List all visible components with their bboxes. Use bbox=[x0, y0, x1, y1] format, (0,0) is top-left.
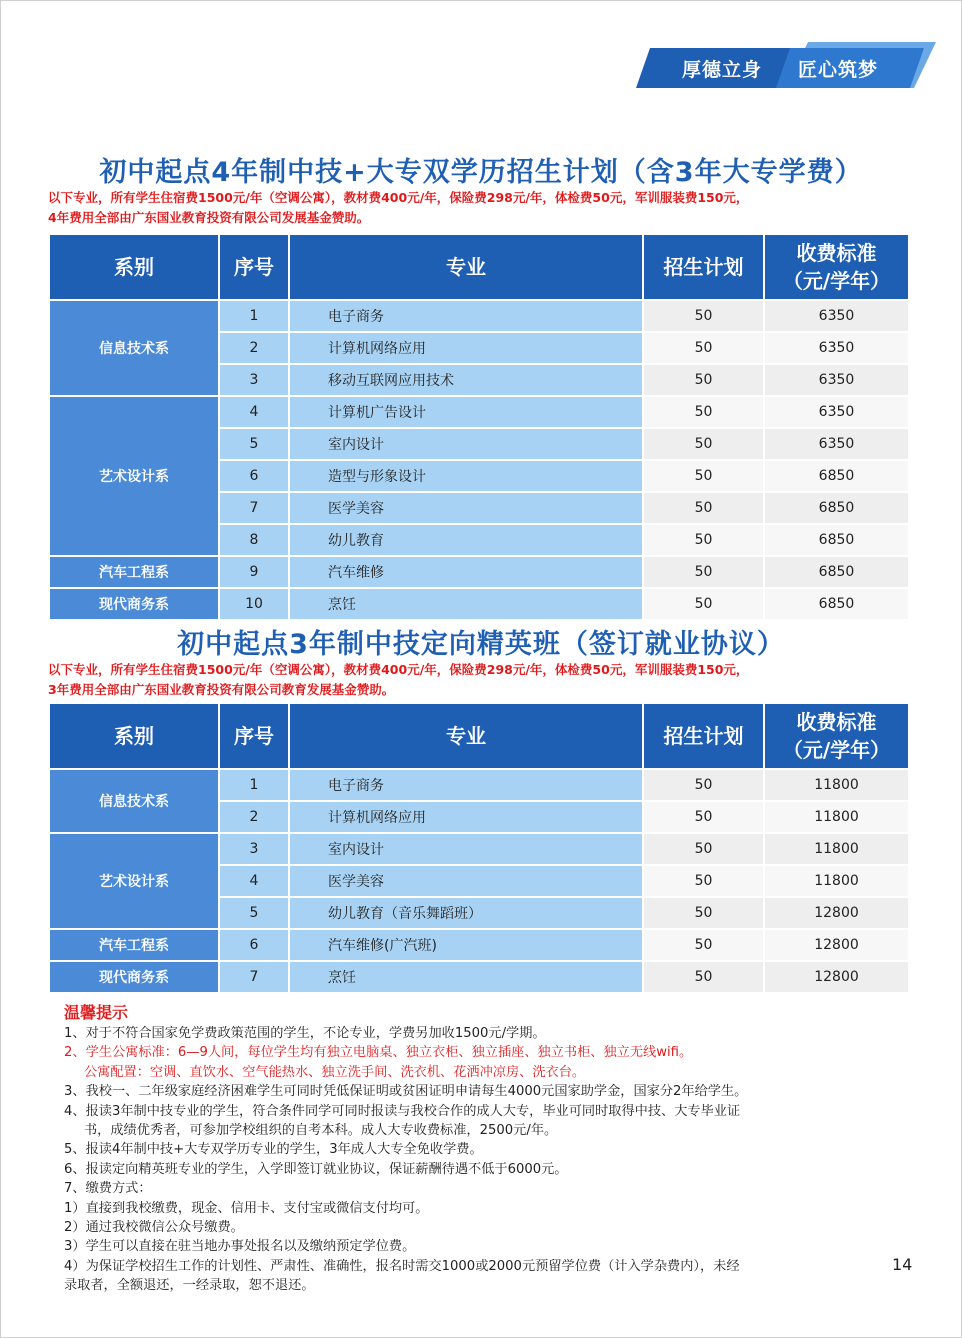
plan-cell: 50 bbox=[643, 364, 764, 396]
tip-item: 6、报读定向精英班专业的学生，入学即签订就业协议，保证薪酬待遇不低于6000元。 bbox=[64, 1161, 568, 1177]
section2-note-line: 以下专业，所有学生住宿费1500元/年（空调公寓），教材费400元/年，保险费298元/年，体检费50元，军训服装费150元， bbox=[48, 662, 749, 677]
table-row bbox=[49, 769, 909, 801]
seq-cell: 10 bbox=[219, 588, 289, 620]
plan-cell: 50 bbox=[643, 396, 764, 428]
table-row bbox=[49, 300, 909, 332]
tips-section bbox=[64, 1002, 914, 1296]
fee-cell: 6350 bbox=[764, 428, 909, 460]
section2-table bbox=[48, 702, 910, 994]
tip-item: 录取者，全额退还，一经录取，恕不退还。 bbox=[64, 1278, 315, 1294]
major-cell: 电子商务 bbox=[289, 300, 643, 332]
fee-cell: 6850 bbox=[764, 556, 909, 588]
section1-note-line: 4年费用全部由广东国业教育投资有限公司发展基金赞助。 bbox=[48, 210, 370, 225]
header-dept: 系别 bbox=[49, 234, 219, 300]
plan-cell: 50 bbox=[643, 588, 764, 620]
section1-table bbox=[48, 233, 910, 621]
fee-cell: 11800 bbox=[764, 801, 909, 833]
header-plan: 招生计划 bbox=[643, 703, 764, 769]
plan-cell: 50 bbox=[643, 961, 764, 993]
seq-cell: 9 bbox=[219, 556, 289, 588]
table-row bbox=[49, 396, 909, 428]
seq-cell: 7 bbox=[219, 492, 289, 524]
plan-cell: 50 bbox=[643, 524, 764, 556]
header-major: 专业 bbox=[289, 703, 643, 769]
header-plan: 招生计划 bbox=[643, 234, 764, 300]
section2-title: 初中起点3年制中技定向精英班（签订就业协议） bbox=[177, 629, 785, 660]
major-cell: 计算机广告设计 bbox=[289, 396, 643, 428]
header-seq: 序号 bbox=[219, 234, 289, 300]
page-number: 14 bbox=[892, 1255, 913, 1274]
fee-cell: 6850 bbox=[764, 588, 909, 620]
major-cell: 室内设计 bbox=[289, 833, 643, 865]
fee-cell: 6850 bbox=[764, 460, 909, 492]
fee-cell: 12800 bbox=[764, 897, 909, 929]
seq-cell: 6 bbox=[219, 460, 289, 492]
tips-title: 温馨提示 bbox=[64, 1003, 129, 1022]
department-cell: 汽车工程系 bbox=[49, 556, 219, 588]
major-cell: 幼儿教育（音乐舞蹈班） bbox=[289, 897, 643, 929]
department-cell: 汽车工程系 bbox=[49, 929, 219, 961]
section2-table-body bbox=[49, 769, 909, 993]
seq-cell: 3 bbox=[219, 364, 289, 396]
tip-item: 书，成绩优秀者，可参加学校组织的自考本科。成人大专收费标准，2500元/年。 bbox=[84, 1123, 558, 1139]
seq-cell: 1 bbox=[219, 300, 289, 332]
table-row bbox=[49, 588, 909, 620]
fee-cell: 11800 bbox=[764, 865, 909, 897]
seq-cell: 3 bbox=[219, 833, 289, 865]
fee-cell: 12800 bbox=[764, 929, 909, 961]
seq-cell: 1 bbox=[219, 769, 289, 801]
tip-item: 5、报读4年制中技+大专双学历专业的学生，3年成人大专全免收学费。 bbox=[64, 1142, 483, 1158]
table-row bbox=[49, 833, 909, 865]
major-cell: 烹饪 bbox=[289, 961, 643, 993]
seq-cell: 5 bbox=[219, 897, 289, 929]
fee-cell: 6350 bbox=[764, 364, 909, 396]
slogan-banner bbox=[636, 42, 936, 88]
tip-item: 7、缴费方式： bbox=[64, 1181, 152, 1197]
table-row bbox=[49, 929, 909, 961]
seq-cell: 4 bbox=[219, 396, 289, 428]
fee-cell: 6850 bbox=[764, 524, 909, 556]
tip-item: 4、报读3年制中技专业的学生，符合条件同学可同时报读与我校合作的成人大专，毕业可同时取得中技、大专毕业证 bbox=[64, 1103, 741, 1119]
slogan-text-2: 匠心筑梦 bbox=[798, 59, 879, 81]
plan-cell: 50 bbox=[643, 769, 764, 801]
tip-item: 1、对于不符合国家免学费政策范围的学生，不论专业，学费另加收1500元/学期。 bbox=[64, 1026, 546, 1041]
plan-cell: 50 bbox=[643, 428, 764, 460]
seq-cell: 7 bbox=[219, 961, 289, 993]
slogan-text-1: 厚德立身 bbox=[682, 59, 763, 81]
seq-cell: 2 bbox=[219, 801, 289, 833]
fee-cell: 11800 bbox=[764, 833, 909, 865]
section1-note bbox=[48, 188, 928, 228]
tip-item: 2、学生公寓标准：6—9人间，每位学生均有独立电脑桌、独立衣柜、独立插座、独立书柜、独立无线wifi。 bbox=[64, 1045, 693, 1061]
major-cell: 医学美容 bbox=[289, 492, 643, 524]
plan-cell: 50 bbox=[643, 556, 764, 588]
department-cell: 现代商务系 bbox=[49, 588, 219, 620]
major-cell: 室内设计 bbox=[289, 428, 643, 460]
plan-cell: 50 bbox=[643, 300, 764, 332]
plan-cell: 50 bbox=[643, 460, 764, 492]
section1-note-line: 以下专业，所有学生住宿费1500元/年（空调公寓），教材费400元/年，保险费298元/年，体检费50元，军训服装费150元， bbox=[48, 190, 749, 205]
header-seq: 序号 bbox=[219, 703, 289, 769]
major-cell: 计算机网络应用 bbox=[289, 332, 643, 364]
major-cell: 汽车维修(广汽班) bbox=[289, 929, 643, 961]
tip-item: 2）通过我校微信公众号缴费。 bbox=[64, 1220, 244, 1236]
seq-cell: 8 bbox=[219, 524, 289, 556]
major-cell: 汽车维修 bbox=[289, 556, 643, 588]
table-row bbox=[49, 556, 909, 588]
header-major: 专业 bbox=[289, 234, 643, 300]
major-cell: 幼儿教育 bbox=[289, 524, 643, 556]
department-cell: 艺术设计系 bbox=[49, 396, 219, 556]
department-cell: 艺术设计系 bbox=[49, 833, 219, 929]
section2-note bbox=[48, 660, 928, 700]
tip-item: 1）直接到我校缴费，现金、信用卡、支付宝或微信支付均可。 bbox=[64, 1200, 429, 1216]
fee-cell: 11800 bbox=[764, 769, 909, 801]
major-cell: 烹饪 bbox=[289, 588, 643, 620]
plan-cell: 50 bbox=[643, 492, 764, 524]
fee-cell: 12800 bbox=[764, 961, 909, 993]
department-cell: 信息技术系 bbox=[49, 769, 219, 833]
section1-title: 初中起点4年制中技+大专双学历招生计划（含3年大专学费） bbox=[99, 157, 863, 188]
plan-cell: 50 bbox=[643, 332, 764, 364]
tips-list bbox=[64, 1024, 914, 1296]
fee-cell: 6350 bbox=[764, 332, 909, 364]
fee-cell: 6350 bbox=[764, 300, 909, 332]
tip-item: 3、我校一、二年级家庭经济困难学生可同时凭低保证明或贫困证明申请每生4000元国家助学金，国家分2年给学生。 bbox=[64, 1084, 748, 1100]
seq-cell: 2 bbox=[219, 332, 289, 364]
major-cell: 造型与形象设计 bbox=[289, 460, 643, 492]
plan-cell: 50 bbox=[643, 897, 764, 929]
major-cell: 医学美容 bbox=[289, 865, 643, 897]
section2-note-line: 3年费用全部由广东国业教育投资有限公司教育发展基金赞助。 bbox=[48, 682, 395, 697]
header-fee: 收费标准 （元/学年） bbox=[764, 234, 909, 300]
plan-cell: 50 bbox=[643, 929, 764, 961]
tip-item: 3）学生可以直接在驻当地办事处报名以及缴纳预定学位费。 bbox=[64, 1239, 416, 1255]
major-cell: 计算机网络应用 bbox=[289, 801, 643, 833]
plan-cell: 50 bbox=[643, 865, 764, 897]
seq-cell: 6 bbox=[219, 929, 289, 961]
fee-cell: 6850 bbox=[764, 492, 909, 524]
fee-cell: 6350 bbox=[764, 396, 909, 428]
table-row bbox=[49, 961, 909, 993]
major-cell: 移动互联网应用技术 bbox=[289, 364, 643, 396]
department-cell: 现代商务系 bbox=[49, 961, 219, 993]
header-fee: 收费标准 （元/学年） bbox=[764, 703, 909, 769]
major-cell: 电子商务 bbox=[289, 769, 643, 801]
section1-table-body bbox=[49, 300, 909, 620]
department-cell: 信息技术系 bbox=[49, 300, 219, 396]
plan-cell: 50 bbox=[643, 833, 764, 865]
tip-item: 公寓配置：空调、直饮水、空气能热水、独立洗手间、洗衣机、花洒冲凉房、洗衣台。 bbox=[84, 1064, 586, 1080]
seq-cell: 5 bbox=[219, 428, 289, 460]
seq-cell: 4 bbox=[219, 865, 289, 897]
tip-item: 4）为保证学校招生工作的计划性、严肃性、准确性，报名时需交1000或2000元预留学位费（计入学杂费内），未经 bbox=[64, 1258, 740, 1274]
plan-cell: 50 bbox=[643, 801, 764, 833]
header-dept: 系别 bbox=[49, 703, 219, 769]
